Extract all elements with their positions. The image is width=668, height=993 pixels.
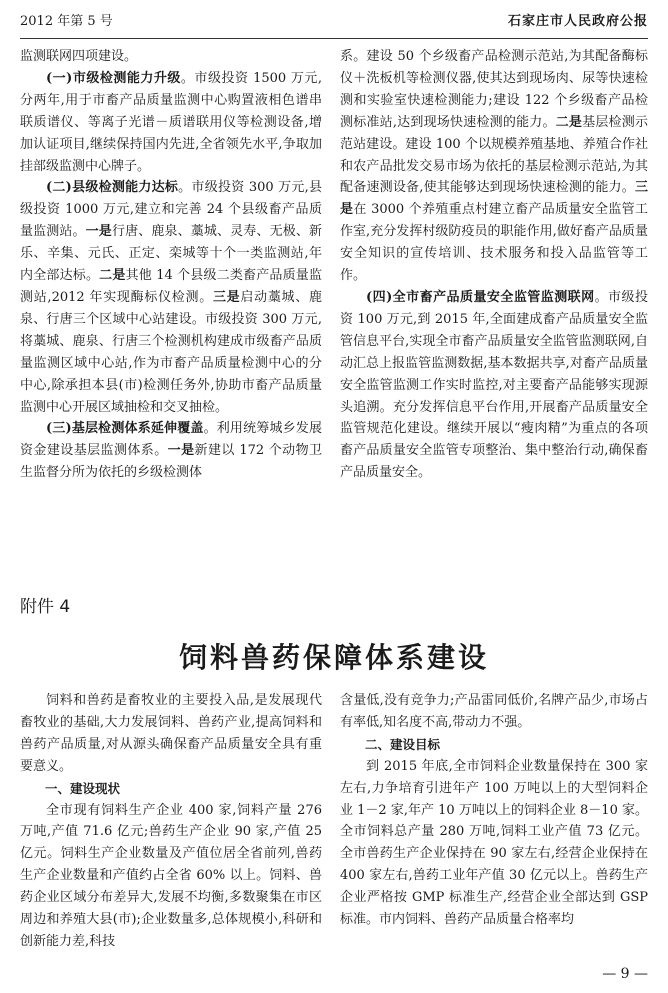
publication-name: 石家庄市人民政府公报 xyxy=(507,14,648,29)
paragraph xyxy=(20,418,322,484)
bold-text: (一)市级检测能力升级 xyxy=(46,70,181,86)
subheading xyxy=(20,778,322,800)
bold-text: 一是 xyxy=(167,443,195,459)
text-run: 在 3000 个养殖重点村建立畜产品质量安全监管工作室,充分发挥村级防疫员的职能作用,做好畜产品质量安全知识的宣传培训、技术服务和投入品监管等工作。 xyxy=(340,202,648,284)
top-left-column xyxy=(20,46,322,484)
text-run: 监测联网四项建设。 xyxy=(20,49,138,64)
text-run: 。利用统筹城乡发展资金建设基层监测体系。 xyxy=(20,421,322,459)
text-run: 行唐、鹿泉、藁城、灵寿、无极、新乐、辛集、元氏、正定、栾城等十个一类监测站,年内全部达标。 xyxy=(20,224,322,284)
bold-text: 一是 xyxy=(85,224,112,240)
paragraph xyxy=(20,68,322,178)
text-run: 饲料和兽药是畜牧业的主要投入品,是发展现代畜牧业的基础,大力发展饲料、兽药产业,提高饲料和兽药产品质量,对从源头确保畜产品质量安全具有重要意义。 xyxy=(20,693,322,774)
text-run: 一、建设现状 xyxy=(45,780,121,796)
attachment-label: 附件 4 xyxy=(20,597,71,617)
bold-text: 二是 xyxy=(555,114,583,130)
text-run: 二、建设目标 xyxy=(365,736,441,752)
bottom-right-column xyxy=(340,690,648,931)
text-run: 含量低,没有竞争力;产品雷同低价,名牌产品少,市场占有率低,知名度不高,带动力不强。 xyxy=(340,693,648,730)
paragraph xyxy=(340,690,648,734)
bold-text: (二)县级检测能力达标 xyxy=(46,180,179,196)
paragraph xyxy=(20,800,322,953)
issue-label: 2012 年第 5 号 xyxy=(20,14,113,29)
bold-text: 三是 xyxy=(212,289,241,305)
section-title: 饲料兽药保障体系建设 xyxy=(178,641,489,674)
text-run: 。市级投资 300 万元,县级投资 1000 万元,建立和完善 24 个县级畜产品质量监测站。 xyxy=(20,180,322,240)
paragraph xyxy=(20,177,322,418)
text-run: 到 2015 年底,全市饲料企业数量保持在 300 家左右,力争培育引进年产 100 万吨以上的大型饲料企业 1－2 家,年产 10 万吨以上的饲料企业 8－10 家。全市饲料总产量 280 万吨,饲料工业产值 73 亿元。全市兽药生产企业保持在 90 家左右,经营企业保持在 400 家左右,兽药工业年产值 30 亿元以上。兽药生产企业严格按 GMP 标准生产,经营企业全部达到 GSP 标准。市内饲料、兽药产品质量合格率均 xyxy=(340,758,648,928)
bold-text: (四)全市畜产品质量安全监管监测联网 xyxy=(366,289,595,305)
subheading xyxy=(340,734,648,756)
paragraph xyxy=(20,46,322,68)
paragraph xyxy=(340,287,648,484)
text-run: 全市现有饲料生产企业 400 家,饲料产量 276 万吨,产值 71.6 亿元;兽药生产企业 90 家,产值 25 亿元。饲料生产企业数量及产值位居全省前列,兽药生产企业数量和产值约占全省 60% 以上。饲料、兽药企业区域分布差异大,发展不均衡,多数聚集在市区周边和养殖大县(市);企业数量多,总体规模小,科研和创新能力差,科技 xyxy=(20,802,322,949)
bold-text: 三是 xyxy=(340,180,648,218)
text-run: 。市级投资 1500 万元,分两年,用于市畜产品质量监测中心购置液相色谱串联质谱仪、等离子光谱－质谱联用仪等检测设备,增加认证项目,继续保持国内先进,全省领先水平,争取加挂部级监测中心牌子。 xyxy=(20,70,322,174)
page-number: — 9 — xyxy=(602,966,648,982)
page-header xyxy=(20,10,648,34)
bold-text: 二是 xyxy=(99,268,126,284)
paragraph xyxy=(340,756,648,931)
paragraph xyxy=(340,46,648,287)
top-right-column xyxy=(340,46,648,484)
text-run: 。市级投资 100 万元,到 2015 年,全面建成畜产品质量安全监管信息平台,实现全市畜产品质量安全监管监测联网,自动汇总上报监管监测数据,基本数据共享,对畜产品质量安全监管监测工作实时监控,对主要畜产品能够实现源头追溯。充分发挥信息平台作用,开展畜产品质量安全监管规范化建设。继续开展以“瘦肉精”为重点的各项畜产品质量安全监管专项整治、集中整治行动,确保畜产品质量安全。 xyxy=(340,289,648,481)
text-run: 系。建设 50 个乡级畜产品检测示范站,为其配备酶标仪＋洗板机等检测仪器,使其达到现场肉、尿等快速检测和实验室快速检测能力;建设 122 个乡级畜产品检测标准站,达到现场快速检测的能力。 xyxy=(340,49,648,130)
bold-text: (三)基层检测体系延伸覆盖 xyxy=(46,421,204,437)
text-run: 其他 14 个县级二类畜产品质量监测站,2012 年实现酶标仪检测。 xyxy=(20,268,322,305)
text-run: 新建以 172 个动物卫生监督分所为依托的乡级检测体 xyxy=(20,443,322,481)
paragraph xyxy=(20,690,322,778)
header-rule xyxy=(20,38,648,39)
text-run: 启动藁城、鹿泉、行唐三个区域中心站建设。市级投资 300 万元,将藁城、鹿泉、行唐三个检测机构建成市级畜产品质量监测区域中心站,作为市畜产品质量检测中心的分中心,除承担本县(市)检测任务外,协助市畜产品质量监测中心开展区域抽检和交叉抽检。 xyxy=(20,289,322,415)
text-run: 基层检测示范站建设。建设 100 个以规模养殖基地、养殖合作社和农产品批发交易市场为依托的基层检测示范站,为其配备速测设备,使其能够达到现场快速检测的能力。 xyxy=(340,114,648,196)
bottom-left-column xyxy=(20,690,322,953)
